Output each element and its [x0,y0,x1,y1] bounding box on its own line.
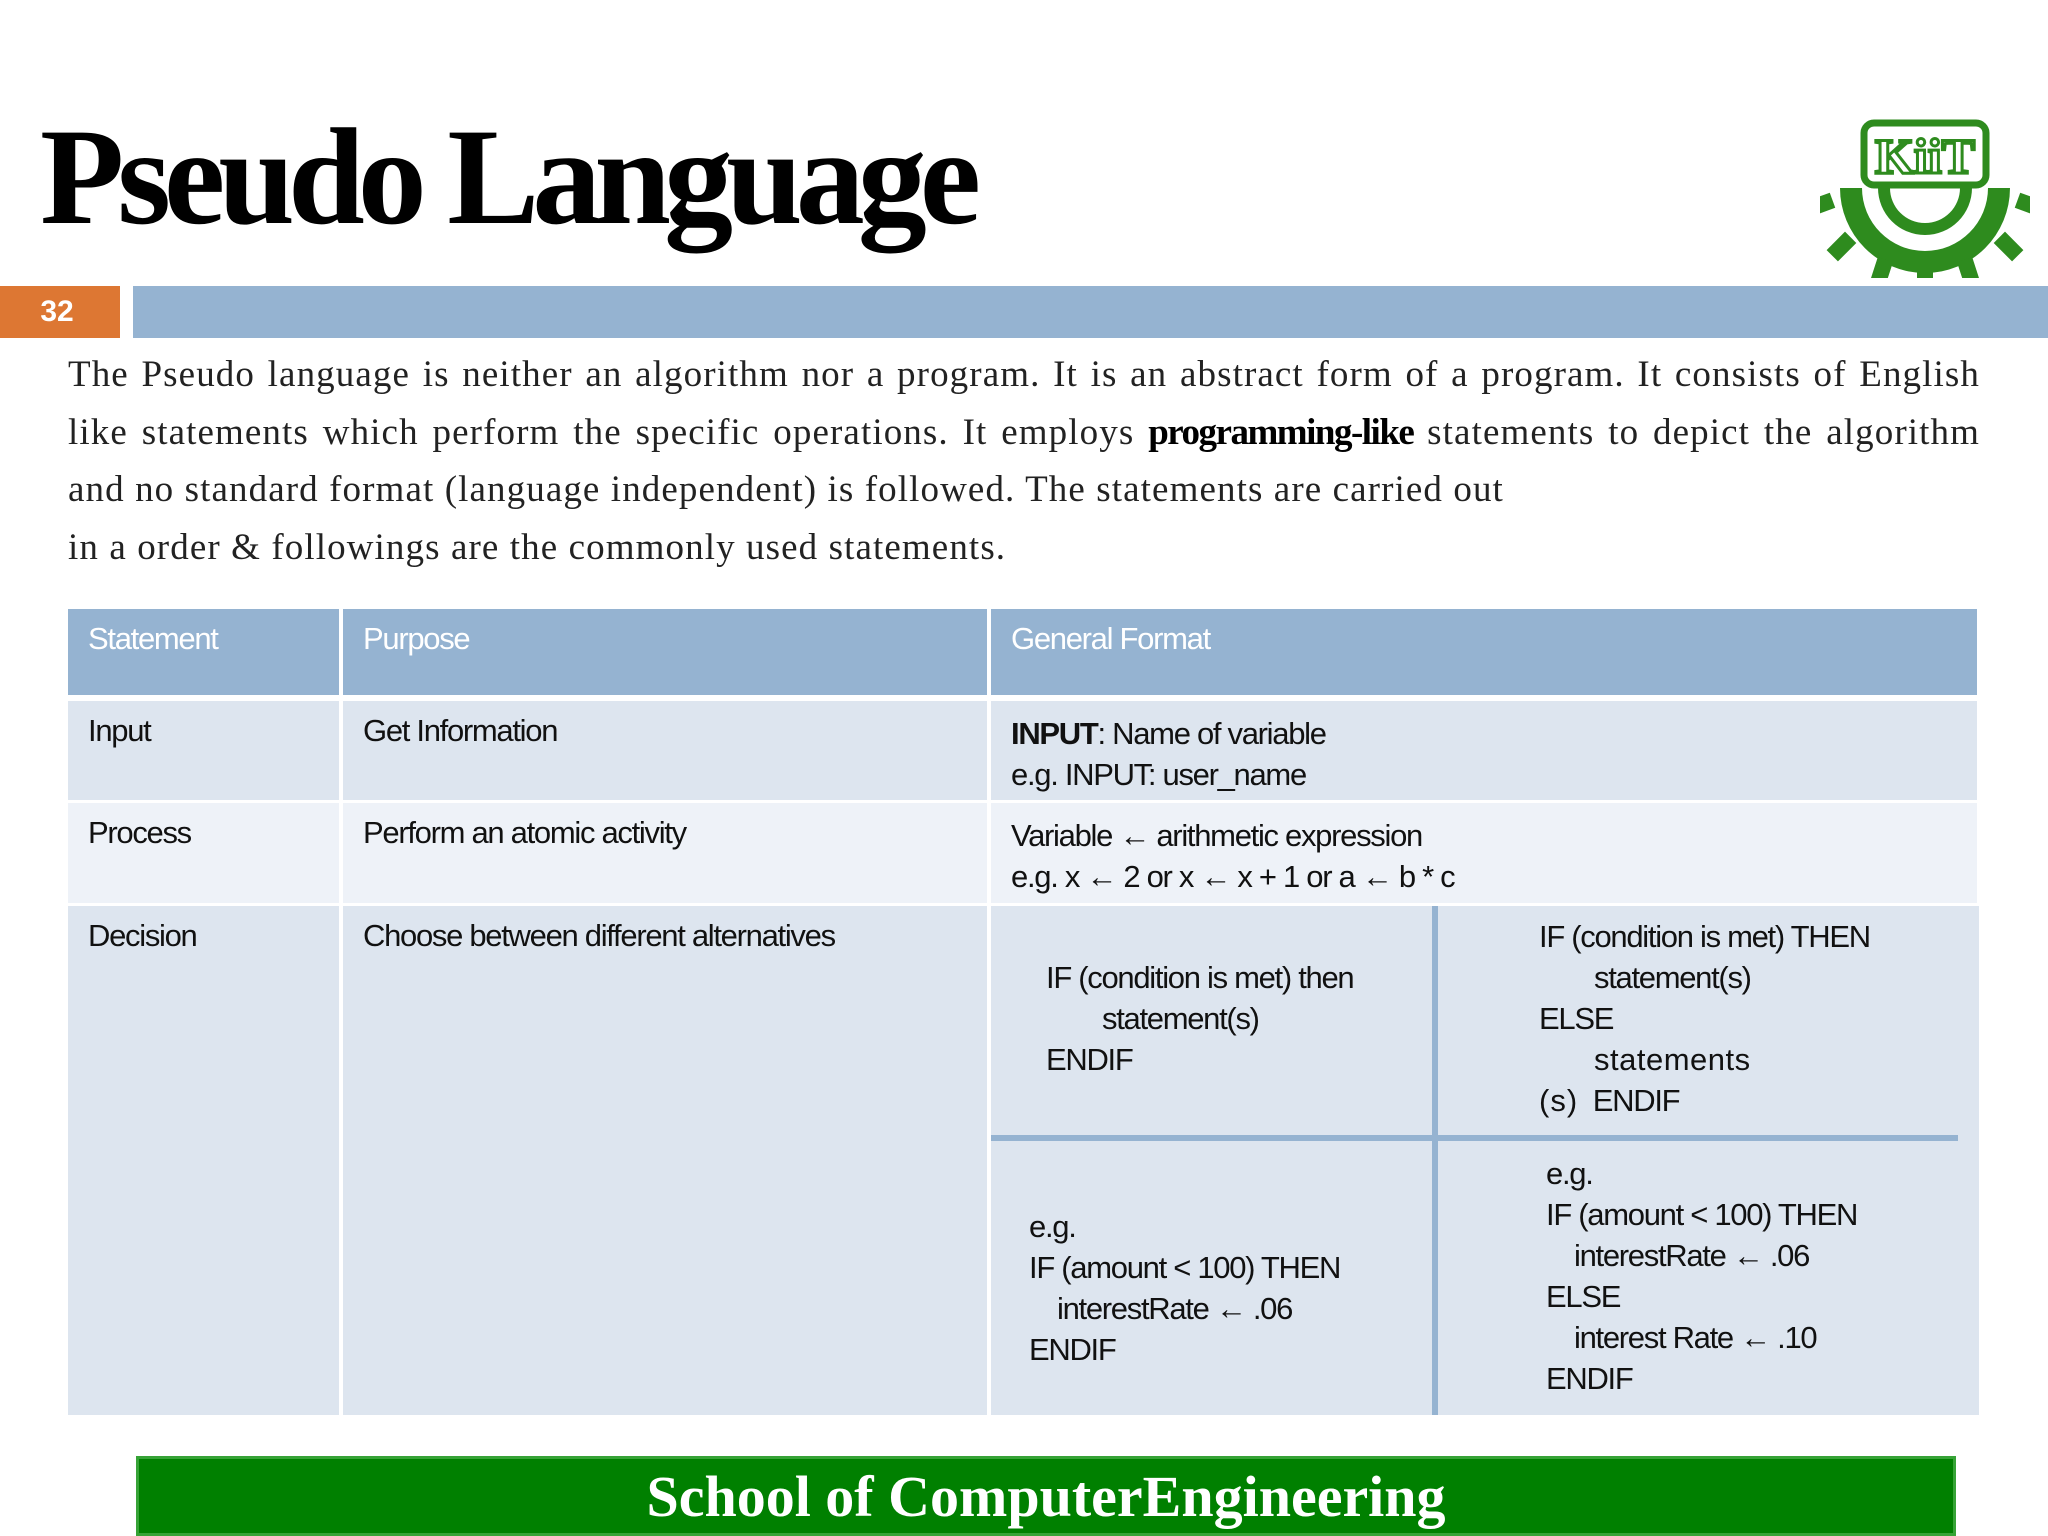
cell-format-process [989,801,1979,904]
table-row-decision [68,904,1979,1415]
input-example: e.g. INPUT: user_name [1011,757,1306,792]
code-line: statement(s) [1102,1000,1259,1036]
code-line: ENDIF [1029,1331,1116,1367]
code-line: interestRate ← .06 [1574,1237,1810,1273]
ifelse-example-block [1546,1153,1857,1399]
grid-horizontal-divider-left [991,1135,1432,1141]
code-line: ENDIF [1046,1041,1133,1077]
code-line: IF (amount < 100) THEN [1546,1196,1858,1232]
cell-format-decision [989,904,1979,1415]
code-line: IF (amount < 100) THEN [1029,1249,1341,1285]
header-statement: Statement [68,609,341,698]
intro-text-b: statements to depict the algorithm and no standard format (language independent) is followed. The statements are carried out [68,411,1980,510]
code-line: e.g. [1546,1155,1593,1191]
code-line: IF (condition is met) THEN [1539,918,1870,954]
code-line [1539,1080,1870,1121]
intro-paragraph [68,346,1980,576]
kiit-logo [1820,118,2030,278]
logo-text: KiiT [1874,128,1976,184]
code-line: ENDIF [1546,1360,1633,1396]
table-row-input [68,698,1979,801]
cell-statement-decision: Decision [68,904,341,1415]
code-line: ELSE [1539,1000,1614,1036]
code-line: statements [1594,1041,1751,1077]
code-line: statement(s) [1594,959,1751,995]
process-format-line: Variable ← arithmetic expression [1011,817,1422,853]
code-line: e.g. [1029,1208,1076,1244]
footer-banner [136,1456,1956,1536]
page-title: Pseudo Language [40,100,975,253]
grid-horizontal-divider-right [1438,1135,1958,1141]
code-line: interestRate ← .06 [1057,1290,1293,1326]
input-keyword: INPUT [1011,716,1098,751]
table-row-process [68,801,1979,904]
footer-text: School of ComputerEngineering [646,1464,1446,1529]
code-line: ELSE [1546,1278,1621,1314]
intro-text-c: in a order & followings are the commonly used statements. [68,526,1007,568]
input-format-rest: : Name of variable [1097,716,1326,751]
cell-format-input [989,698,1979,801]
input-format-line [1011,713,1977,754]
grid-vertical-divider [1432,906,1438,1415]
slide-number: 32 [0,286,120,338]
decision-format-grid [991,906,1979,1415]
ifelse-format-block [1539,916,1870,1121]
intro-text-a: The Pseudo language is neither an algorithm nor a program. It is an abstract form of a program. It consists of English like statements which perform the specific operations. It employs [68,354,1980,453]
code-line: interest Rate ← .10 [1574,1319,1817,1355]
if-format-block [1046,957,1353,1080]
process-example: e.g. x ← 2 or x ← x + 1 or a ← b * c [1011,858,1455,894]
header-general-format: General Format [989,609,1979,698]
code-fragment: ENDIF [1592,1082,1680,1118]
intro-bold-term: programming-like [1148,411,1414,453]
code-fragment: (s) [1539,1082,1579,1118]
cell-purpose-input: Get Information [341,698,989,801]
title-underline-bar [133,286,2048,338]
table-header-row [68,609,1979,698]
header-purpose: Purpose [341,609,989,698]
cell-purpose-decision: Choose between different alternatives [341,904,989,1415]
cell-purpose-process: Perform an atomic activity [341,801,989,904]
code-line: IF (condition is met) then [1046,959,1354,995]
cell-statement-process: Process [68,801,341,904]
cell-statement-input: Input [68,698,341,801]
pseudo-statement-table [68,609,1981,1415]
if-example-block [1029,1206,1340,1370]
